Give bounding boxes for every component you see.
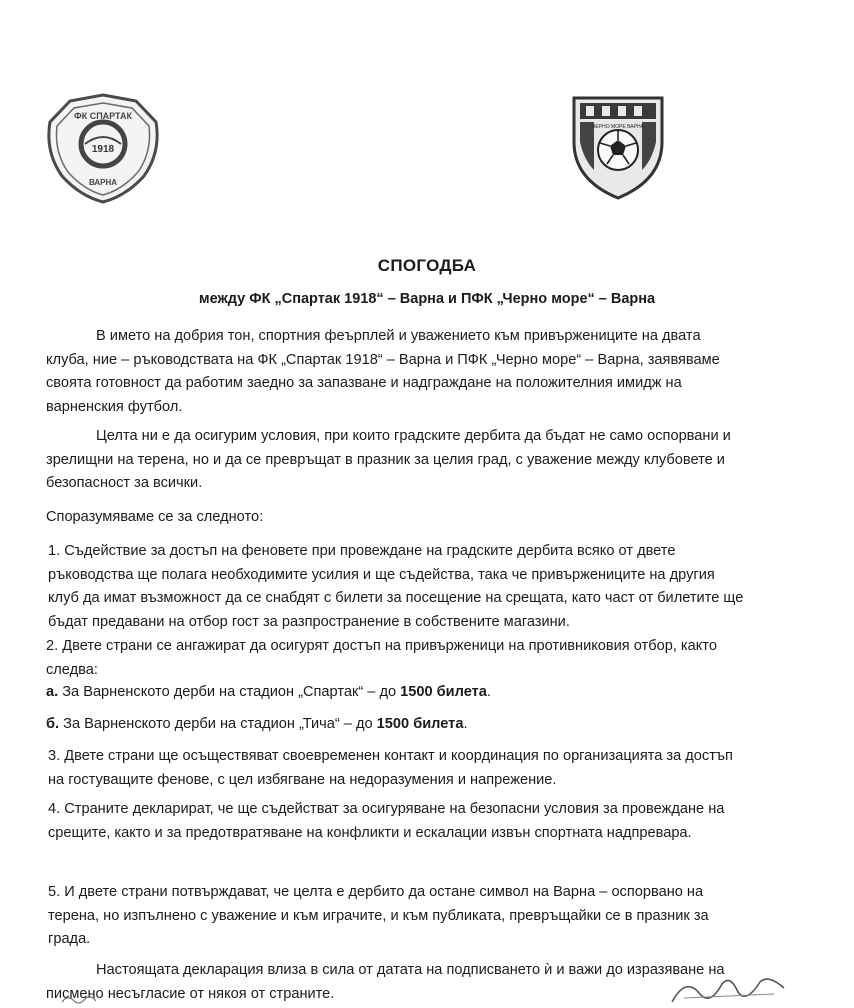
intro-paragraph-2: Целта ни е да осигурим условия, при които градските дербита да бъдат не само оспорвани и зрелищни на терена, но и да се превръщат в празник за целия град, с уважение между клубовете и безопасност за всички. — [46, 428, 731, 491]
document-title: СПОГОДБА — [377, 256, 477, 275]
point-2b-end: . — [463, 716, 468, 732]
spartak-top-label: ФК СПАРТАК — [74, 111, 132, 121]
agreement-intro: Споразумяваме се за следното: — [46, 509, 264, 525]
point-3: 3. Двете страни ще осъществяват своевременен контакт и координация по организацията за достъп на гостуващите фенове, с цел избягване на недоразумения и напрежение. — [48, 748, 733, 788]
signature-icon — [664, 972, 794, 1008]
point-2a-bold: 1500 билета — [400, 684, 487, 700]
cherno-more-label: ЧЕРНО МОРЕ ВАРНА — [592, 124, 644, 130]
spartak-crest-icon — [44, 92, 162, 204]
intro-paragraph-1: В името на добрия тон, спортния феърплей и уважението към привържениците на двата клуба, ние – ръководствата на ФК „Спартак 1918“ – Варна и ПФК „Черно море“ – Варна, заявяваме своята готовност да работим заедно за запазване и надграждане на положителния имидж на варненския футбол. — [46, 328, 720, 415]
point-2a-end: . — [486, 684, 491, 700]
point-5: 5. И двете страни потвърждават, че целта е дербито да остане символ на Варна – оспорвано на терена, но изпълнено с уважение и към играчите, и към публиката, превръщайки се в празник за града. — [48, 884, 709, 947]
point-2: 2. Двете страни се ангажират да осигурят достъп на привърженици на противниковия отбор, както следва: — [46, 638, 717, 678]
point-2a-prefix: а. — [46, 684, 59, 700]
point-4: 4. Страните декларират, че ще съдействат за осигуряване на безопасни условия за провеждане на срещите, както и за предотвратяване на конфликти и ескалации извън спортната надпревара. — [48, 801, 725, 841]
cherno-more-crest-icon — [566, 90, 670, 202]
point-2b-prefix: б. — [46, 716, 60, 732]
handwritten-mark-icon — [60, 992, 120, 1006]
spartak-bottom-label: ВАРНА — [88, 178, 118, 187]
point-2b — [46, 713, 746, 737]
point-2b-text: За Варненското дерби на стадион „Тича“ – до — [59, 716, 377, 732]
spartak-year-label: 1918 — [91, 144, 115, 155]
point-2a-text: За Варненското дерби на стадион „Спартак“ – до — [58, 684, 401, 700]
point-1: 1. Съдействие за достъп на феновете при провеждане на градските дербита всяко от двете ръководства ще полага необходимите усилия и ще съдейства, така че привържениците на другия клуб да имат възможност да се снабдят с билети за посещение на срещата, като част от билетите ще бъдат предавани на отбор гост за разпространение в собствените магазини. — [48, 543, 744, 630]
document-subtitle: между ФК „Спартак 1918“ – Варна и ПФК „Черно море“ – Варна — [198, 291, 656, 307]
closing-paragraph: Настоящата декларация влиза в сила от датата на подписването ѝ и важи до изразяване на писмено несъгласие от някоя от страните. — [46, 962, 725, 1002]
point-2b-bold: 1500 билета — [376, 716, 464, 732]
point-2a — [46, 681, 746, 705]
